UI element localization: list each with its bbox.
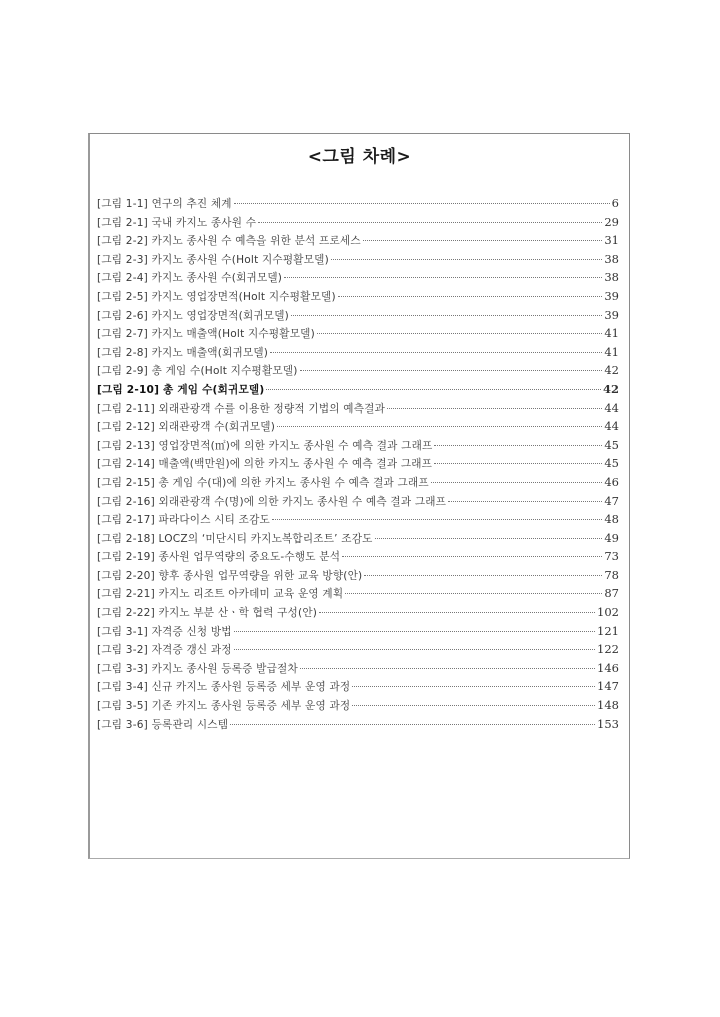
list-item[interactable] xyxy=(97,659,619,678)
entry-label: [그림 2-13] 영업장면적(㎡)에 의한 카지노 종사원 수 예측 결과 그래프 xyxy=(97,439,433,452)
dot-leader xyxy=(352,705,595,706)
entry-label: [그림 3-5] 기존 카지노 종사원 등록증 세부 운영 과정 xyxy=(97,700,351,713)
list-item[interactable] xyxy=(97,324,619,343)
entry-page: 41 xyxy=(604,326,619,341)
entry-label: [그림 2-21] 카지노 리조트 아카데미 교육 운영 계획 xyxy=(97,588,344,601)
entry-label: [그림 2-18] LOCZ의 ‘미단시티 카지노복합리조트’ 조감도 xyxy=(97,532,373,545)
dot-leader xyxy=(277,426,602,427)
entry-page: 146 xyxy=(597,660,619,675)
list-item[interactable] xyxy=(97,640,619,659)
list-item[interactable] xyxy=(97,306,619,325)
entry-page: 42 xyxy=(604,363,619,378)
entry-label: [그림 2-11] 외래관광객 수를 이용한 정량적 기법의 예측결과 xyxy=(97,402,386,415)
entry-label: [그림 2-16] 외래관광객 수(명)에 의한 카지노 종사원 수 예측 결과 그래프 xyxy=(97,495,447,508)
entry-page: 87 xyxy=(604,586,619,601)
list-item[interactable] xyxy=(97,436,619,455)
entry-page: 6 xyxy=(611,196,619,210)
dot-leader xyxy=(342,556,602,557)
entry-page: 73 xyxy=(604,549,619,564)
entry-page: 153 xyxy=(597,716,619,731)
entry-label: [그림 2-5] 카지노 영업장면적(Holt 지수평활모델) xyxy=(97,290,336,303)
entry-page: 39 xyxy=(604,288,619,303)
entry-page: 44 xyxy=(604,400,619,415)
list-item[interactable] xyxy=(97,622,619,641)
dot-leader xyxy=(317,333,602,334)
dot-leader xyxy=(270,352,602,353)
entry-page: 78 xyxy=(604,567,619,582)
entry-page: 47 xyxy=(604,493,619,508)
entry-page: 38 xyxy=(604,251,619,266)
list-item[interactable] xyxy=(97,584,619,603)
list-item[interactable] xyxy=(97,492,619,511)
entry-label: [그림 2-2] 카지노 종사원 수 예측을 위한 분석 프로세스 xyxy=(97,235,361,248)
entry-label: [그림 3-4] 신규 카지노 종사원 등록증 세부 운영 과정 xyxy=(97,681,351,694)
list-item[interactable] xyxy=(97,566,619,585)
entry-page: 48 xyxy=(604,512,619,527)
entry-label: [그림 3-6] 등록관리 시스템 xyxy=(97,718,229,731)
entry-page: 45 xyxy=(604,437,619,452)
entry-page: 42 xyxy=(602,381,619,396)
list-item[interactable] xyxy=(97,213,619,232)
dot-leader xyxy=(234,649,595,650)
entry-label: [그림 3-3] 카지노 종사원 등록증 발급절차 xyxy=(97,662,298,675)
dot-leader xyxy=(364,575,602,576)
entry-label: [그림 2-7] 카지노 매출액(Holt 지수평활모델) xyxy=(97,328,315,341)
list-item[interactable] xyxy=(97,547,619,566)
dot-leader xyxy=(363,240,603,241)
dot-leader xyxy=(258,222,602,223)
list-item[interactable] xyxy=(97,380,619,399)
entry-page: 45 xyxy=(604,456,619,471)
entry-page: 41 xyxy=(604,344,619,359)
dot-leader xyxy=(230,724,595,725)
list-item[interactable] xyxy=(97,696,619,715)
list-item[interactable] xyxy=(97,454,619,473)
entry-label: [그림 2-14] 매출액(백만원)에 의한 카지노 종사원 수 예측 결과 그래프 xyxy=(97,458,433,471)
list-item[interactable] xyxy=(97,603,619,622)
entry-label: [그림 2-15] 총 게임 수(대)에 의한 카지노 종사원 수 예측 결과 그래프 xyxy=(97,476,429,489)
dot-leader xyxy=(434,445,602,446)
dot-leader xyxy=(345,593,602,594)
entry-label: [그림 2-4] 카지노 종사원 수(회귀모델) xyxy=(97,272,283,285)
figure-list-box xyxy=(88,133,630,859)
entry-label: [그림 2-8] 카지노 매출액(회귀모델) xyxy=(97,346,269,359)
dot-leader xyxy=(431,482,603,483)
entry-label: [그림 2-12] 외래관광객 수(회귀모델) xyxy=(97,421,276,434)
entry-page: 46 xyxy=(604,474,619,489)
entry-page: 147 xyxy=(597,679,619,694)
entry-label: [그림 2-17] 파라다이스 시티 조감도 xyxy=(97,514,270,527)
dot-leader xyxy=(272,519,602,520)
list-item[interactable] xyxy=(97,361,619,380)
entry-label: [그림 2-6] 카지노 영업장면적(회귀모델) xyxy=(97,309,290,322)
list-item[interactable] xyxy=(97,250,619,269)
list-item[interactable] xyxy=(97,194,619,213)
list-item[interactable] xyxy=(97,529,619,548)
dot-leader xyxy=(338,296,603,297)
dot-leader xyxy=(284,277,602,278)
dot-leader xyxy=(387,408,602,409)
dot-leader xyxy=(234,203,610,204)
entry-label: [그림 2-9] 총 게임 수(Holt 지수평활모델) xyxy=(97,365,298,378)
dot-leader xyxy=(448,501,602,502)
dot-leader xyxy=(266,389,601,390)
list-item[interactable] xyxy=(97,510,619,529)
entry-page: 121 xyxy=(597,623,619,638)
list-item[interactable] xyxy=(97,287,619,306)
entry-page: 44 xyxy=(604,419,619,434)
dot-leader xyxy=(375,538,603,539)
dot-leader xyxy=(434,463,602,464)
list-item[interactable] xyxy=(97,677,619,696)
entry-page: 102 xyxy=(597,605,619,620)
dot-leader xyxy=(319,612,595,613)
entry-label: [그림 2-22] 카지노 부분 산ㆍ학 협력 구성(안) xyxy=(97,607,318,620)
list-item[interactable] xyxy=(97,417,619,436)
dot-leader xyxy=(352,686,595,687)
entry-label: [그림 2-1] 국내 카지노 종사원 수 xyxy=(97,216,257,229)
entry-page: 38 xyxy=(604,270,619,285)
list-item[interactable] xyxy=(97,268,619,287)
entry-page: 122 xyxy=(597,642,619,657)
dot-leader xyxy=(234,631,595,632)
list-item[interactable] xyxy=(97,715,619,734)
entry-label: [그림 3-2] 자격증 갱신 과정 xyxy=(97,644,232,657)
entry-label: [그림 2-20] 향후 종사원 업무역량을 위한 교육 방향(안) xyxy=(97,569,363,582)
entry-page: 31 xyxy=(604,233,619,248)
list-item[interactable] xyxy=(97,231,619,250)
entry-page: 49 xyxy=(604,530,619,545)
list-item[interactable] xyxy=(97,473,619,492)
page-title: <그림 차례> xyxy=(307,147,412,167)
figure-list xyxy=(97,194,619,733)
dot-leader xyxy=(300,370,603,371)
entry-label: [그림 2-3] 카지노 종사원 수(Holt 지수평활모델) xyxy=(97,253,329,266)
entry-page: 148 xyxy=(597,698,619,713)
list-item[interactable] xyxy=(97,399,619,418)
entry-page: 29 xyxy=(604,214,619,229)
entry-label: [그림 2-19] 종사원 업무역량의 중요도-수행도 분석 xyxy=(97,551,341,564)
dot-leader xyxy=(331,259,602,260)
entry-label: [그림 1-1] 연구의 추진 체계 xyxy=(97,198,232,210)
entry-label: [그림 3-1] 자격증 신청 방법 xyxy=(97,625,232,638)
list-item[interactable] xyxy=(97,343,619,362)
dot-leader xyxy=(291,315,602,316)
entry-page: 39 xyxy=(604,307,619,322)
entry-label: [그림 2-10] 총 게임 수(회귀모델) xyxy=(97,383,265,396)
dot-leader xyxy=(300,668,595,669)
